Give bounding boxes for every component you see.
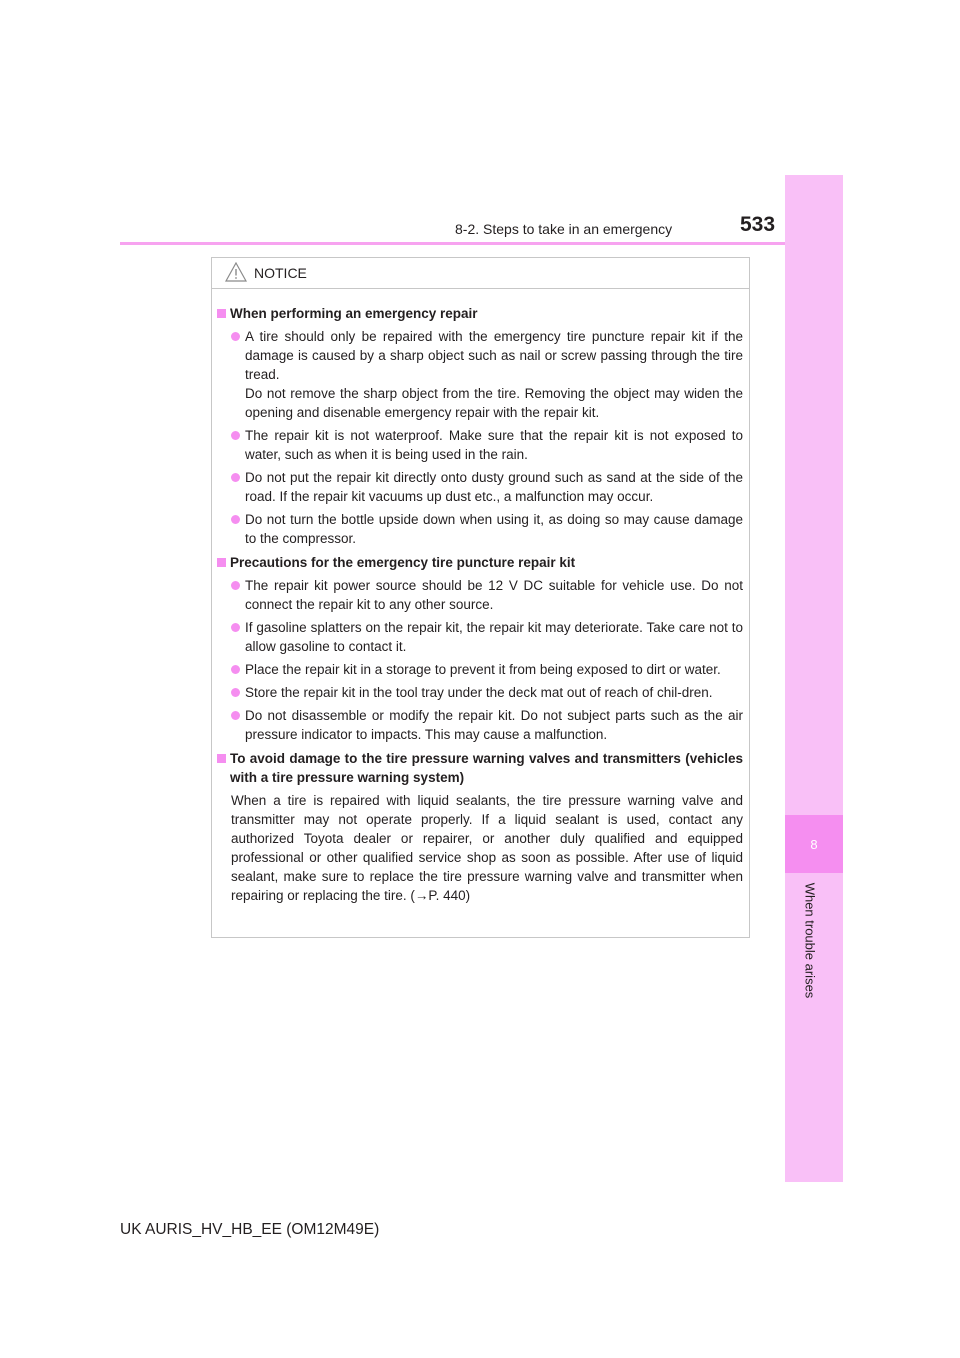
notice-body (212, 289, 749, 905)
list-item: If gasoline splatters on the repair kit, the repair kit may deteriorate. Take care not to allow gasoline to contact it. (217, 618, 743, 656)
chapter-side-tab (785, 175, 843, 1182)
page-number: 533 (740, 213, 776, 236)
circle-bullet-icon (231, 711, 240, 720)
circle-bullet-icon (231, 332, 240, 341)
section-heading: When performing an emergency repair (217, 304, 743, 323)
footer-model-code: UK AURIS_HV_HB_EE (OM12M49E) (120, 1221, 380, 1238)
circle-bullet-icon (231, 473, 240, 482)
list-item: Store the repair kit in the tool tray under the deck mat out of reach of chil-dren. (217, 683, 743, 702)
circle-bullet-icon (231, 581, 240, 590)
list-item: Place the repair kit in a storage to prevent it from being exposed to dirt or water. (217, 660, 743, 679)
notice-header (212, 258, 749, 289)
warning-triangle-icon (225, 262, 247, 282)
square-bullet-icon (217, 558, 226, 567)
header-rule (120, 242, 785, 245)
square-bullet-icon (217, 754, 226, 763)
circle-bullet-icon (231, 688, 240, 697)
list-item: Do not disassemble or modify the repair kit. Do not subject parts such as the air pressure indicator to impacts. This may cause a malfunction. (217, 706, 743, 744)
chapter-title-text: When trouble arises (802, 882, 818, 998)
list-item: A tire should only be repaired with the emergency tire puncture repair kit if the damage is caused by a sharp object such as nail or screw passing through the tire tread. Do not remove the sharp object from the tire. Removing the object may widen the opening and disenable emergency repair with the repair kit. (217, 327, 743, 422)
notice-box (211, 257, 750, 938)
square-bullet-icon (217, 309, 226, 318)
list-item: The repair kit is not waterproof. Make sure that the repair kit is not exposed to water, such as when it is being used in the rain. (217, 426, 743, 464)
section-heading: To avoid damage to the tire pressure warning valves and transmitters (vehicles with a tire pressure warning system) (217, 749, 743, 787)
list-item: Do not put the repair kit directly onto dusty ground such as sand at the side of the road. If the repair kit vacuums up dust etc., a malfunction may occur. (217, 468, 743, 506)
section-title: 8-2. Steps to take in an emergency (455, 221, 673, 237)
section-heading: Precautions for the emergency tire puncture repair kit (217, 553, 743, 572)
list-item: The repair kit power source should be 12 V DC suitable for vehicle use. Do not connect the repair kit to any other source. (217, 576, 743, 614)
section-paragraph: When a tire is repaired with liquid sealants, the tire pressure warning valve and transmitter may not operate properly. If a liquid sealant is used, contact any authorized Toyota dealer or repairer, or another duly qualified and equipped professional or other qualified service shop as soon as possible. After use of liquid sealant, make sure to replace the tire pressure warning valve and transmitter when repairing or replacing the tire. (→P. 440) (231, 793, 743, 903)
chapter-title (800, 882, 820, 998)
notice-title: NOTICE (254, 265, 307, 281)
list-item: Do not turn the bottle upside down when using it, as doing so may cause damage to the compressor. (217, 510, 743, 548)
circle-bullet-icon (231, 431, 240, 440)
circle-bullet-icon (231, 623, 240, 632)
circle-bullet-icon (231, 665, 240, 674)
chapter-number: 8 (785, 815, 843, 873)
circle-bullet-icon (231, 515, 240, 524)
